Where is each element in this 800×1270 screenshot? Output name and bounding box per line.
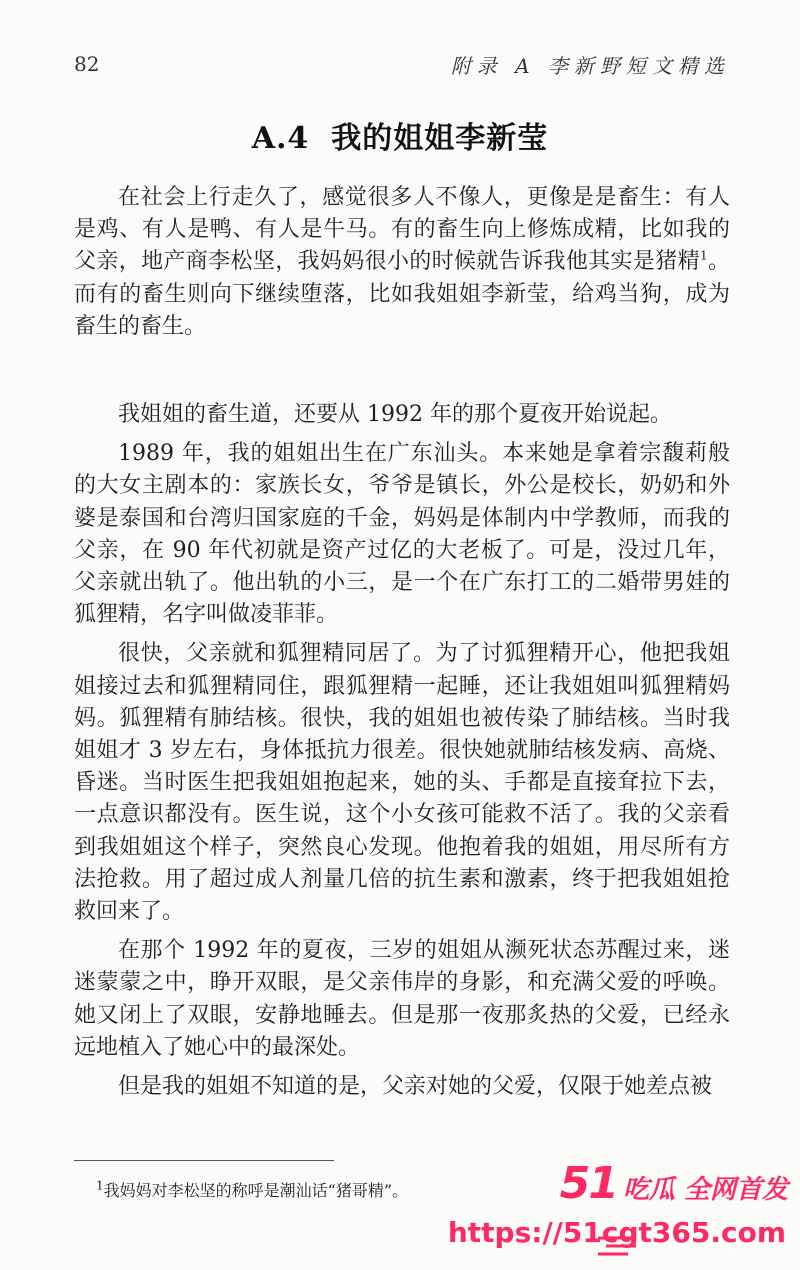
- footnote: [96, 1178, 408, 1201]
- footnote-mark: 1: [96, 1178, 104, 1193]
- watermark: [447, 1158, 788, 1262]
- paragraph: [74, 182, 730, 343]
- watermark-url[interactable]: https://51cgt365.com: [447, 1216, 786, 1249]
- section-number: A.4: [251, 121, 310, 156]
- footnote-ref[interactable]: 1: [699, 249, 708, 264]
- paragraph-text: 在社会上行走久了，感觉很多人不像人，更像是是畜生：有人是鸡、有人是鸭、有人是牛马。有的畜生向上修炼成精，比如我的父亲，地产商李松坚，我妈妈很小的时候就告诉我他其实是猪精: [74, 185, 730, 275]
- page-header: [74, 46, 730, 82]
- watermark-logo-number: 51: [559, 1158, 617, 1209]
- paragraph: 很快，父亲就和狐狸精同居了。为了讨狐狸精开心，他把我姐姐接过去和狐狸精同住，跟狐狸精一起睡，还让我姐姐叫狐狸精妈妈。狐狸精有肺结核。很快，我的姐姐也被传染了肺结核。当时我姐姐才 3 岁左右，身体抵抗力很差。很快她就肺结核发病、高烧、昏迷。当时医生把我姐姐抱起来，她的头、手都是直接耷拉下去，一点意识都没有。医生说，这个小女孩可能救不活了。我的父亲看到我姐姐这个样子，突然良心发现。他抱着我的姐姐，用尽所有方法抢救。用了超过成人剂量几倍的抗生素和激素，终于把我姐姐抢救回来了。: [74, 641, 730, 925]
- watermark-logo: [560, 1158, 788, 1209]
- paragraph-text: 。而有的畜生则向下继续堕落，比如我姐姐李新莹，给鸡当狗，成为畜生的畜生。: [74, 249, 730, 339]
- footnote-text: 我妈妈对李松坚的称呼是潮汕话“猪哥精”。: [103, 1181, 409, 1200]
- running-head: 附录 A 李新野短文精选: [450, 53, 730, 78]
- paragraph: 在那个 1992 年的夏夜，三岁的姐姐从濒死状态苏醒过来，迷迷蒙蒙之中，睁开双眼，是父亲伟岸的身影，和充满父爱的呼唤。她又闭上了双眼，安静地睡去。但是那一夜那炙热的父爱，已经永远地植入了她心中的最深处。: [74, 938, 730, 1060]
- body-text: [74, 182, 730, 1110]
- footnote-rule: [74, 1160, 334, 1161]
- section-title: [0, 113, 800, 157]
- watermark-logo-text: 吃瓜 全网首发: [622, 1175, 788, 1205]
- paragraph: 我姐姐的畜生道，还要从 1992 年的那个夏夜开始说起。: [118, 402, 672, 428]
- paragraph: 但是我的姐姐不知道的是，父亲对她的父爱，仅限于她差点被: [118, 1074, 713, 1100]
- page-number: 82: [74, 52, 100, 76]
- paragraph: 1989 年，我的姐姐出生在广东汕头。本来她是拿着宗馥莉般的大女主剧本的：家族长女，爷爷是镇长，外公是校长，奶奶和外婆是泰国和台湾归国家庭的千金，妈妈是体制内中学教师，而我的父亲，在 90 年代初就是资产过亿的大老板了。可是，没过几年，父亲就出轨了。他出轨的小三，是一个在广东打工的二婚带男娃的狐狸精，名字叫做凌菲菲。: [74, 441, 730, 628]
- section-title-text: 我的姐姐李新莹: [331, 121, 549, 156]
